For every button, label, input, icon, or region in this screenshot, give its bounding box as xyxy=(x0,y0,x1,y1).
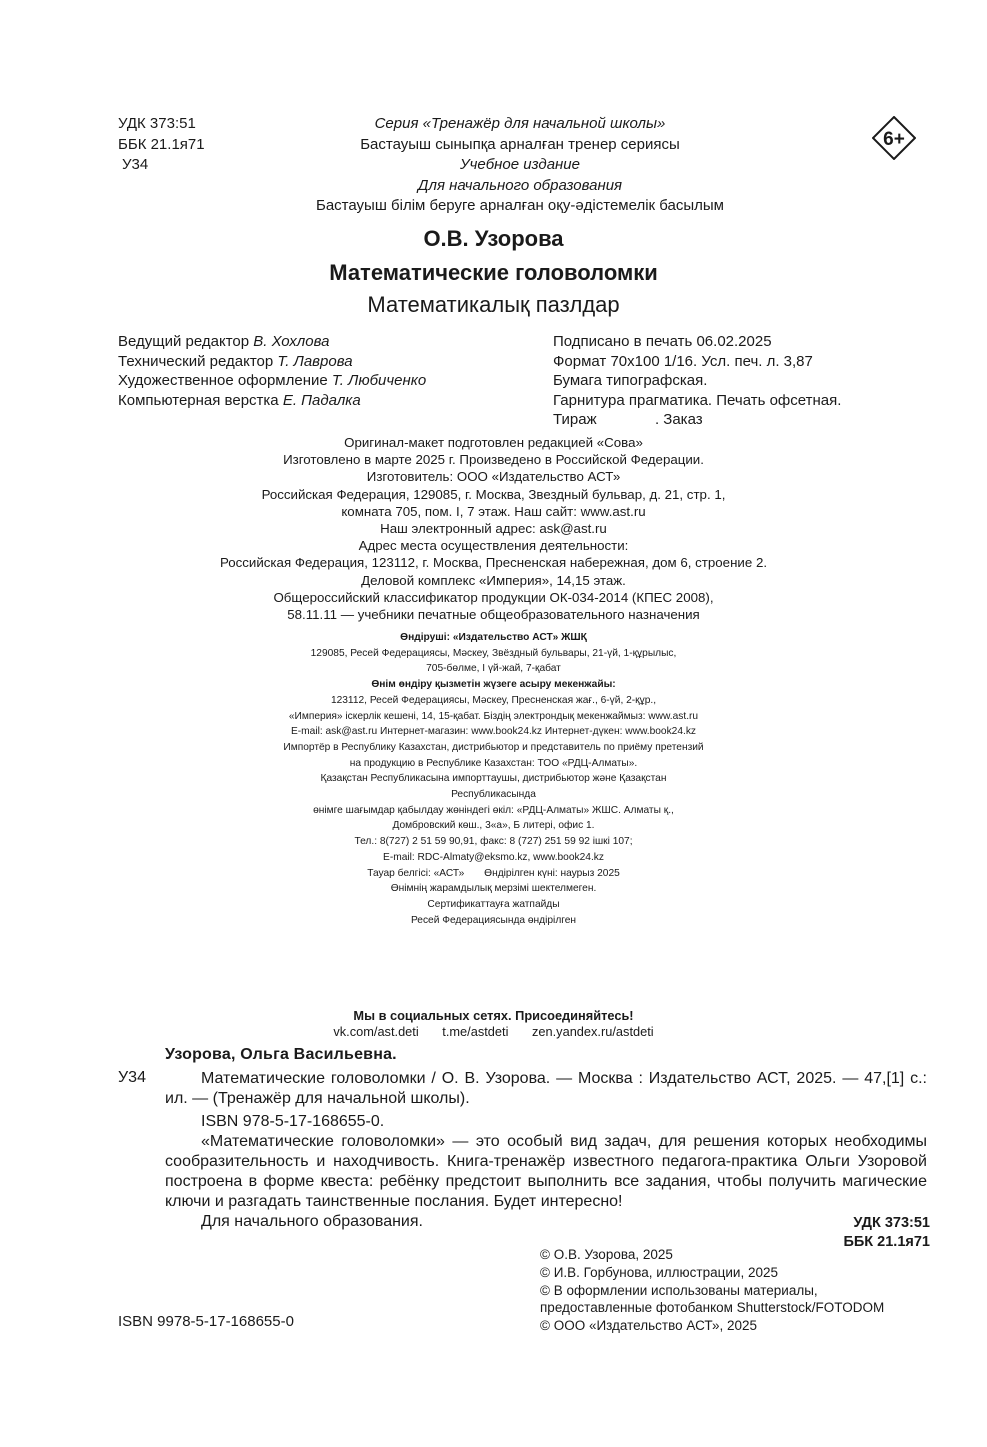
print-line: Бумага типографская. xyxy=(553,372,708,389)
classification-codes xyxy=(118,114,205,176)
kz-line: өнімге шағымдар қабылдау жөніндегі өкіл: «РДЦ-Алматы» ЖШС. Алматы қ., xyxy=(313,804,674,816)
producer-line: Деловой комплекс «Империя», 14,15 этаж. xyxy=(361,572,626,588)
kz-line: 123112, Ресей Федерациясы, Мәскеу, Пресненская жағ., 6-үй, 2-құр., xyxy=(330,694,657,706)
udk-code-2: УДК 373:51 xyxy=(853,1215,930,1231)
kz-line: Домбровский көш., 3«а», Б литері, офис 1. xyxy=(392,820,595,832)
credit-role: Технический редактор xyxy=(118,352,274,370)
copyright-block xyxy=(540,1246,884,1335)
print-line: Подписано в печать 06.02.2025 xyxy=(553,333,772,350)
age-rating-text: 6+ xyxy=(883,129,905,150)
book-title-ru: Математические головоломки xyxy=(329,260,658,285)
producer-line: Российская Федерация, 129085, г. Москва, Звездный бульвар, д. 21, стр. 1, xyxy=(261,486,726,502)
kz-line: Тауар белгісі: «АСТ» Өндірілген күні: наурыз 2025 xyxy=(367,867,620,879)
copyright-line: © ООО «Издательство АСТ», 2025 xyxy=(540,1318,758,1334)
bib-audience: Для начального образования. xyxy=(201,1213,423,1230)
bib-author-mark: У34 xyxy=(118,1069,146,1086)
bib-author: Узорова, Ольга Васильевна. xyxy=(165,1046,397,1063)
book-author: О.В. Узорова xyxy=(423,226,564,251)
credit-role: Ведущий редактор xyxy=(118,333,250,350)
kz-line: Ресей Федерациясында өндірілген xyxy=(410,914,577,926)
producer-line: Адрес места осуществления деятельности: xyxy=(358,538,629,554)
social-link-telegram[interactable]: t.me/astdeti xyxy=(442,1024,509,1039)
editorial-credits xyxy=(118,332,426,410)
print-line: Тираж . Заказ xyxy=(553,411,703,428)
bib-isbn: ISBN 978-5-17-168655-0. xyxy=(201,1113,385,1130)
kz-line: 129085, Ресей Федерациясы, Мәскеу, Звёздный бульвары, 21-үй, 1-құрылыс, xyxy=(310,647,677,659)
producer-line: Российская Федерация, 123112, г. Москва, Пресненская набережная, дом 6, строение 2. xyxy=(219,555,768,571)
edition-ru: Учебное издание xyxy=(460,156,580,173)
bib-abstract: «Математические головоломки» — это особый вид задач, для решения которых необходимы сообразительность и находчивость. Книга-тренажёр известного педагога-практика Ольги Узоровой построена в форме квеста: ребёнку предстоит выполнить все задания, чтобы получить магические ключи и разгадать таинственные послания. Будет интересно! xyxy=(165,1133,927,1210)
kz-line: Қазақстан Республикасына импорттаушы, дистрибьютор және Қазақстан xyxy=(320,773,667,785)
copyright-line: © И.В. Горбунова, иллюстрации, 2025 xyxy=(540,1264,778,1280)
kz-line: 705-бөлме, I үй-жай, 7-қабат xyxy=(426,663,561,675)
kz-line: E-mail: ask@ast.ru Интернет-магазин: www.book24.kz Интернет-дүкен: www.book24.kz xyxy=(290,726,697,738)
producer-line: Изготовлено в марте 2025 г. Произведено в Российской Федерации. xyxy=(283,452,704,468)
producer-line: Изготовитель: ООО «Издательство АСТ» xyxy=(366,469,621,485)
credit-name: Е. Падалка xyxy=(282,391,361,409)
kz-line: «Империя» іскерлік кешені, 14, 15-қабат. Біздің электрондық мекенжаймыз: www.ast.ru xyxy=(288,710,699,722)
social-link-zen[interactable]: zen.yandex.ru/astdeti xyxy=(531,1024,654,1039)
print-info xyxy=(553,332,841,430)
producer-line: Наш электронный адрес: ask@ast.ru xyxy=(380,521,607,537)
bibliographic-record xyxy=(165,1069,927,1232)
social-heading: Мы в социальных сетях. Присоединяйтесь! xyxy=(353,1008,634,1023)
social-links xyxy=(0,1024,987,1040)
copyright-line: предоставленные фотобанком Shutterstock/FOTODOM xyxy=(540,1300,885,1316)
series-ru: Серия «Тренажёр для начальной школы» xyxy=(374,115,666,132)
credit-line xyxy=(118,391,426,411)
credit-name: Т. Любиченко xyxy=(331,372,427,389)
bbk-code-2: ББК 21.1я71 xyxy=(843,1234,930,1250)
social-networks xyxy=(0,1008,987,1040)
credit-role: Компьютерная верстка xyxy=(118,391,279,409)
series-kz: Бастауыш сыныпқа арналған тренер сериясы xyxy=(360,135,680,153)
credit-name: Т. Лаврова xyxy=(277,352,353,370)
series-header xyxy=(250,114,790,217)
book-title-kz: Математикалық пазлдар xyxy=(367,292,620,317)
credit-name: В. Хохлова xyxy=(253,333,330,350)
kz-line: Республикасында xyxy=(451,789,536,801)
kz-line: на продукцию в Республике Казахстан: ТОО «РДЦ-Алматы». xyxy=(349,757,638,769)
print-line: Формат 70x100 1/16. Усл. печ. л. 3,87 xyxy=(553,352,813,370)
age-rating-badge-icon xyxy=(872,116,916,160)
isbn-bottom: ISBN 9978-5-17-168655-0 xyxy=(118,1313,294,1330)
kazakhstan-info xyxy=(0,630,987,928)
kz-line: Өндіруші: «Издательство АСТ» ЖШҚ xyxy=(400,632,587,643)
credit-line xyxy=(118,352,426,372)
print-line: Гарнитура прагматика. Печать офсетная. xyxy=(553,391,842,409)
producer-info xyxy=(0,434,987,623)
producer-line: Общероссийский классификатор продукции ОК-034-2014 (КПЕС 2008), xyxy=(273,589,714,605)
credit-line xyxy=(118,332,426,352)
kz-line: Тел.: 8(727) 2 51 59 90,91, факс: 8 (727) 251 59 92 ішкі 107; xyxy=(354,836,633,848)
kz-line: E-mail: RDC-Almaty@eksmo.kz, www.book24.kz xyxy=(383,851,604,863)
credit-line xyxy=(118,371,426,391)
bbk-code: ББК 21.1я71 xyxy=(118,135,205,153)
kz-line: Өнім өндіру қызметін жүзеге асыру мекенжайы: xyxy=(371,679,616,691)
copyright-line: © О.В. Узорова, 2025 xyxy=(540,1247,673,1262)
producer-line: 58.11.11 — учебники печатные общеобразовательного назначения xyxy=(287,607,700,623)
bib-entry: Математические головоломки / О. В. Узорова. — Москва : Издательство АСТ, 2025. — 47,[1] с.: ил. — (Тренажёр для начальной школы). xyxy=(165,1070,927,1107)
author-mark: У34 xyxy=(122,156,149,173)
producer-line: комната 705, пом. I, 7 этаж. Наш сайт: www.ast.ru xyxy=(341,503,646,519)
producer-line: Оригинал-макет подготовлен редакцией «Сова» xyxy=(344,435,643,450)
kz-line: Сертификаттауға жатпайды xyxy=(427,898,560,910)
social-link-vk[interactable]: vk.com/ast.deti xyxy=(333,1024,419,1039)
udk-code: УДК 373:51 xyxy=(118,115,196,132)
copyright-line: © В оформлении использованы материалы, xyxy=(540,1282,818,1298)
level-ru: Для начального образования xyxy=(417,176,623,194)
credit-role: Художественное оформление xyxy=(118,372,328,389)
kz-line: Өнімнің жарамдылық мерзімі шектелмеген. xyxy=(390,883,597,895)
edition-kz: Бастауыш білім беруге арналған оқу-әдістемелік басылым xyxy=(315,197,724,214)
kz-line: Импортёр в Республику Казахстан, дистрибьютор и представитель по приёму претензий xyxy=(283,741,704,753)
